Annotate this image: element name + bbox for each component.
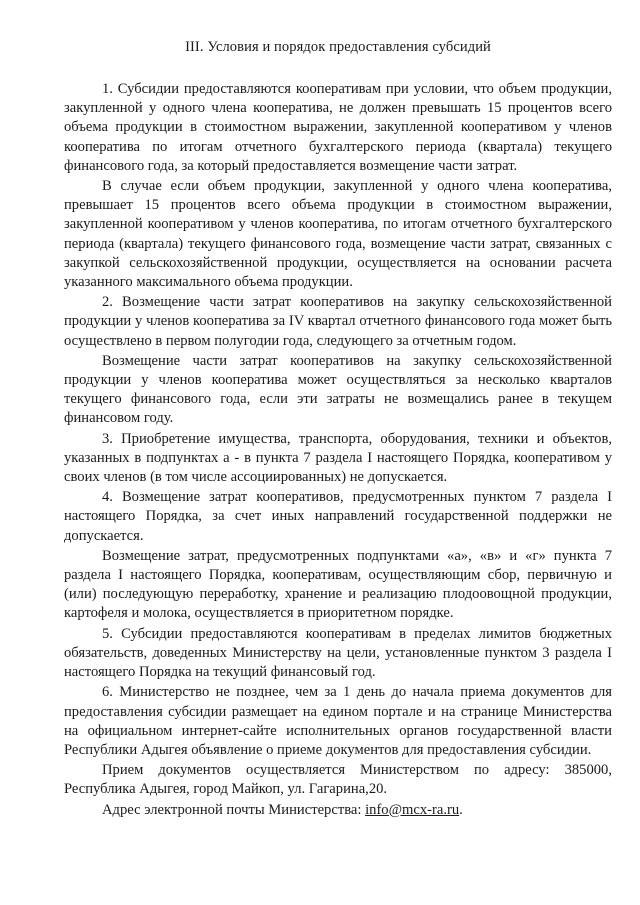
email-prefix: Адрес электронной почты Министерства: — [102, 801, 366, 818]
email-suffix: . — [459, 801, 463, 818]
email-paragraph — [64, 801, 612, 820]
paragraph-6: 4. Возмещение затрат кооперативов, предусмотренных пунктом 7 раздела I настоящего Порядка, за счет иных направлений государственной поддержки не допускается. — [64, 489, 612, 544]
paragraph-4: Возмещение части затрат кооперативов на закупку сельскохозяйственной продукции у членов кооператива может осуществляться за несколько кварталов текущего финансового года, если эти затраты не возмещались ранее в текущем финансовом году. — [64, 352, 612, 427]
paragraph-5: 3. Приобретение имущества, транспорта, оборудования, техники и объектов, указанных в подпунктах а - в пункта 7 раздела I настоящего Порядка, кооперативом у своих членов (в том числе ассоциированных) не допускается. — [64, 430, 612, 486]
paragraph-2: В случае если объем продукции, закупленной у одного члена кооператива, превышает 15 процентов всего объема продукции в стоимостном выражении, закупленной кооперативом у членов кооператива, по итогам отчетного бухгалтерского периода (квартала) текущего финансового года, возмещение части затрат, связанных с закупкой сельскохозяйственной продукции, осуществляется на основании расчета указанного максимального объема продукции. — [64, 178, 612, 291]
paragraph-3: 2. Возмещение части затрат кооперативов на закупку сельскохозяйственной продукции у членов кооператива за IV квартал отчетного финансового года может быть осуществлено в первом полугодии года, следующего за отчетным годом. — [64, 294, 612, 349]
paragraph-10: Прием документов осуществляется Министерством по адресу: 385000, Республика Адыгея, город Майкоп, ул. Гагарина,20. — [64, 762, 612, 798]
email-link[interactable]: info@mcx-ra.ru — [365, 801, 460, 818]
section-title: III. Условия и порядок предоставления субсидий — [185, 39, 491, 55]
paragraph-7: Возмещение затрат, предусмотренных подпунктами «а», «в» и «г» пункта 7 раздела I настоящего Порядка, кооперативам, осуществляющим сбор, первичную и (или) последующую переработку, хранение и реализацию плодоовощной продукции, картофеля и молока, осуществляется в приоритетном порядке. — [64, 547, 612, 622]
paragraph-9: 6. Министерство не позднее, чем за 1 день до начала приема документов для предоставления субсидии размещает на едином портале и на странице Министерства на официальном интернет-сайте исполнительных органов государственной власти Республики Адыгея объявление о приеме документов для предоставления субсидии. — [64, 684, 612, 758]
paragraph-1: 1. Субсидии предоставляются кооперативам при условии, что объем продукции, закупленной у одного члена кооператива, не должен превышать 15 процентов всего объема продукции в стоимостном выражении, закупленной кооперативом у членов кооператива по итогам отчетного бухгалтерского периода (квартала) текущего финансового года, за который предоставляется возмещение части затрат. — [64, 81, 612, 174]
paragraph-8: 5. Субсидии предоставляются кооперативам в пределах лимитов бюджетных обязательств, доведенных Министерству на цели, установленные пунктом 3 раздела I настоящего Порядка на текущий финансовый год. — [64, 625, 612, 681]
